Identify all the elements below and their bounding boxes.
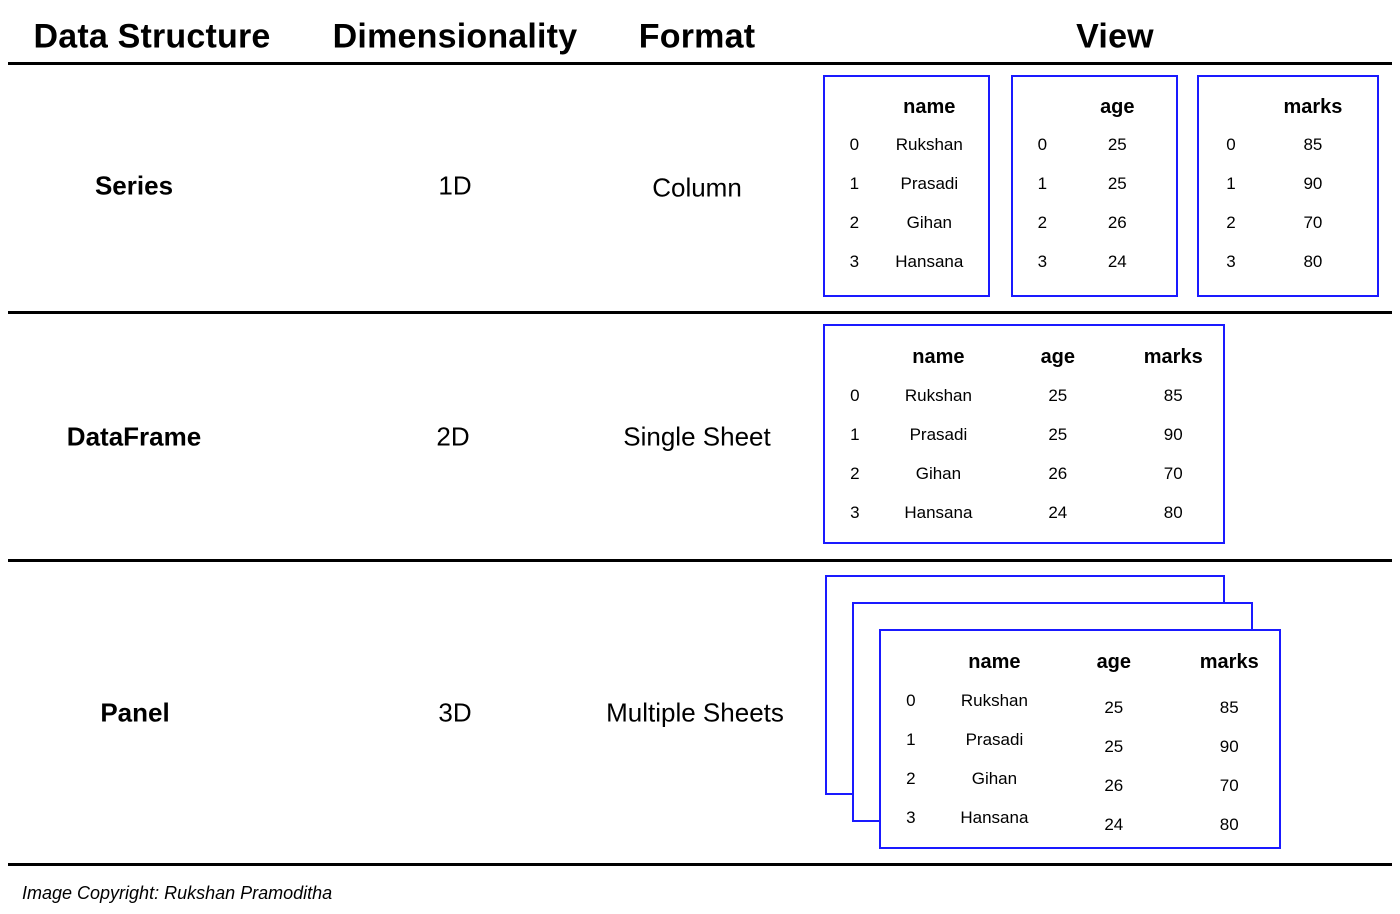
column-header-name: name (912, 346, 965, 368)
row-index: 0 (1226, 134, 1236, 154)
table-row (825, 454, 1223, 493)
row-index: 0 (849, 134, 860, 154)
table-header-row (1013, 89, 1176, 125)
table-row (825, 376, 1223, 415)
cell-age: 25 (1104, 736, 1124, 756)
cell-marks: 80 (1219, 814, 1239, 834)
table-row (1199, 203, 1377, 242)
table-header-row (825, 339, 1223, 376)
row-dataframe-format: Single Sheet (623, 421, 771, 452)
cell-value: 24 (1107, 251, 1127, 271)
divider-row-1 (8, 311, 1392, 314)
column-header-name: name (968, 651, 1021, 673)
cell-marks: 85 (1163, 385, 1183, 405)
row-index: 0 (1037, 134, 1048, 154)
cell-name: Gihan (971, 768, 1018, 788)
divider-header (8, 62, 1392, 65)
cell-value: 25 (1107, 173, 1127, 193)
copyright-text: Image Copyright: Rukshan Pramoditha (22, 883, 333, 903)
cell-name: Rukshan (904, 385, 972, 405)
series-view-table-age (1011, 75, 1178, 297)
cell-value: Gihan (906, 212, 952, 232)
col-header-dimensionality: Dimensionality (332, 17, 578, 56)
table-row (825, 125, 988, 164)
cell-marks: 90 (1163, 424, 1183, 444)
cell-marks: 70 (1163, 463, 1183, 483)
row-index: 1 (1037, 173, 1048, 193)
row-index: 1 (1226, 173, 1236, 193)
cell-age: 24 (1048, 502, 1068, 522)
cell-name: Hansana (904, 502, 973, 522)
table-row (1013, 242, 1176, 281)
row-series-dimensionality: 1D (438, 170, 472, 201)
cell-value: 85 (1303, 134, 1323, 154)
table-row (825, 415, 1223, 454)
cell-value: Hansana (895, 251, 964, 271)
row-panel-dimensionality: 3D (438, 697, 472, 728)
cell-name: Hansana (960, 807, 1029, 827)
row-index: 2 (906, 768, 916, 788)
row-index: 3 (1226, 251, 1236, 271)
row-index: 1 (850, 424, 860, 444)
series-view-table-name (823, 75, 990, 297)
table-row (881, 681, 1279, 720)
series-view-table-marks (1197, 75, 1379, 297)
table-row (1199, 125, 1377, 164)
panel-sheet-front-table (879, 629, 1281, 849)
row-series-format: Column (652, 172, 742, 203)
row-index: 0 (906, 690, 916, 710)
row-index: 0 (850, 385, 860, 405)
column-header-name: name (903, 95, 956, 118)
column-header-marks: marks (1199, 651, 1259, 673)
row-dataframe-structure-label: DataFrame (66, 421, 202, 452)
table-row (1013, 203, 1176, 242)
table-header-row (825, 89, 988, 125)
cell-age: 25 (1048, 424, 1068, 444)
row-index: 1 (906, 729, 916, 749)
table-row (1013, 125, 1176, 164)
cell-age: 24 (1104, 814, 1124, 834)
row-index: 3 (1037, 251, 1048, 271)
cell-value: 80 (1303, 251, 1323, 271)
column-header-age: age (1096, 651, 1132, 673)
col-header-format: Format (638, 17, 756, 56)
cell-marks: 70 (1219, 775, 1239, 795)
row-index: 3 (849, 251, 860, 271)
cell-value: 26 (1107, 212, 1127, 232)
divider-bottom (8, 863, 1392, 866)
dataframe-view-table (823, 324, 1225, 544)
row-index: 2 (1226, 212, 1236, 232)
cell-value: Rukshan (895, 134, 963, 154)
column-header-marks: marks (1283, 95, 1343, 118)
row-panel-format: Multiple Sheets (606, 697, 784, 728)
cell-name: Prasadi (909, 424, 968, 444)
table-row (825, 242, 988, 281)
table-row (881, 720, 1279, 759)
cell-value: 25 (1107, 134, 1127, 154)
row-index: 2 (1037, 212, 1048, 232)
col-header-view: View (1076, 17, 1154, 56)
cell-name: Rukshan (960, 690, 1028, 710)
column-header-age: age (1100, 95, 1135, 118)
cell-marks: 80 (1163, 502, 1183, 522)
row-index: 2 (849, 212, 860, 232)
row-panel-structure-label: Panel (100, 697, 170, 728)
table-header-row (1199, 89, 1377, 125)
row-index: 2 (850, 463, 860, 483)
row-index: 3 (850, 502, 860, 522)
cell-age: 25 (1048, 385, 1068, 405)
cell-value: 90 (1303, 173, 1323, 193)
cell-marks: 85 (1219, 697, 1239, 717)
col-header-data-structure: Data Structure (33, 17, 271, 56)
table-row (1013, 164, 1176, 203)
table-row (825, 164, 988, 203)
cell-name: Prasadi (965, 729, 1024, 749)
cell-value: Prasadi (900, 173, 959, 193)
divider-row-2 (8, 559, 1392, 562)
cell-age: 26 (1104, 775, 1124, 795)
row-index: 3 (906, 807, 916, 827)
table-row (881, 798, 1279, 837)
column-header-marks: marks (1143, 346, 1203, 368)
column-header-age: age (1040, 346, 1076, 368)
table-row (881, 759, 1279, 798)
cell-age: 25 (1104, 697, 1124, 717)
cell-age: 26 (1048, 463, 1068, 483)
table-header-row (881, 644, 1279, 681)
cell-value: 70 (1303, 212, 1323, 232)
table-row (825, 203, 988, 242)
cell-name: Gihan (915, 463, 962, 483)
table-row (1199, 164, 1377, 203)
table-row (825, 493, 1223, 532)
table-row (1199, 242, 1377, 281)
cell-marks: 90 (1219, 736, 1239, 756)
row-dataframe-dimensionality: 2D (436, 421, 470, 452)
row-series-structure-label: Series (94, 170, 174, 201)
row-index: 1 (849, 173, 860, 193)
